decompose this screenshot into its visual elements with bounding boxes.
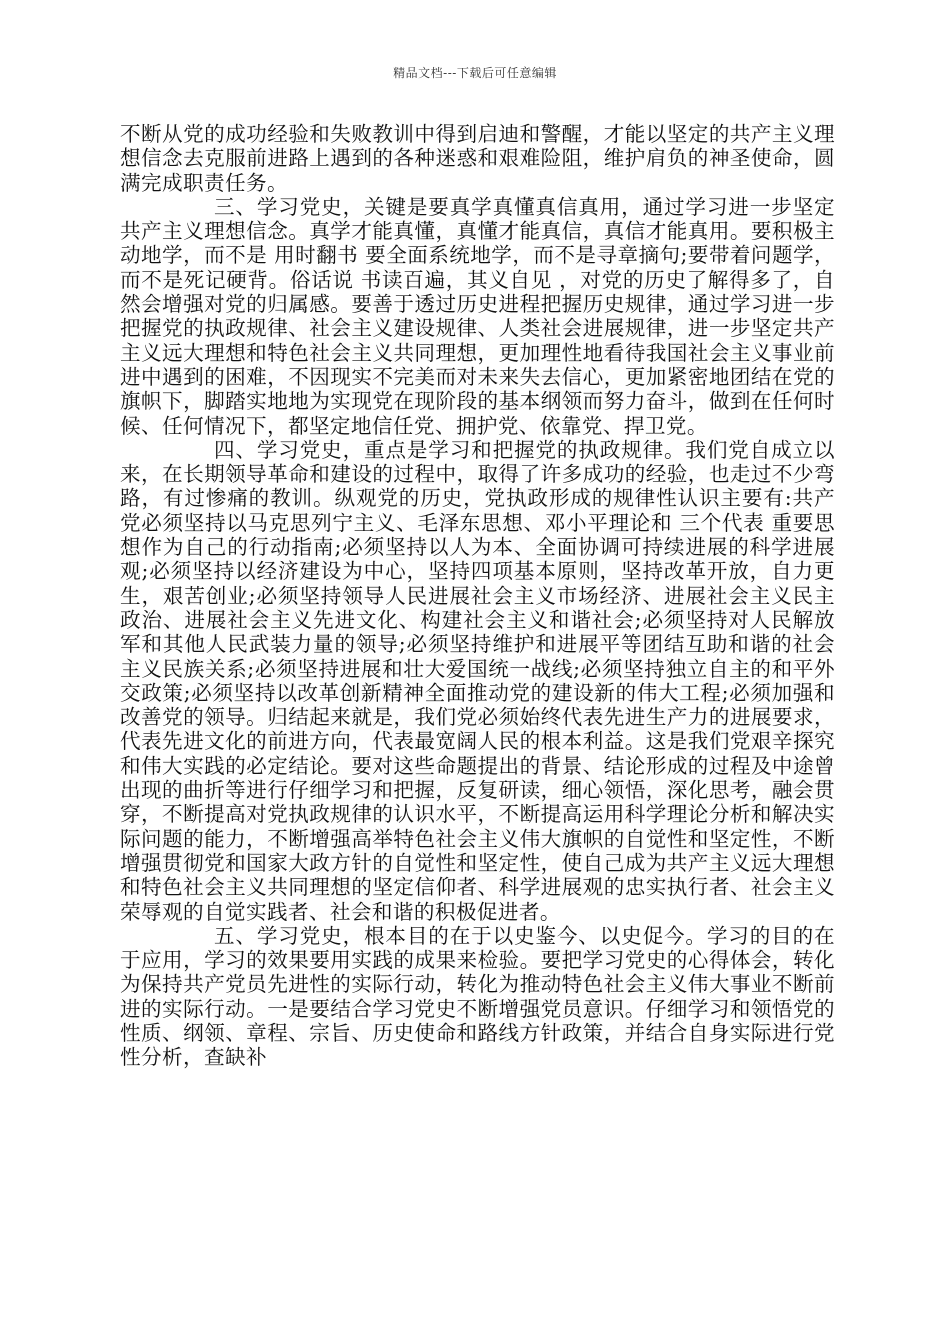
paragraph: 五、学习党史，根本目的在于以史鉴今、以史促今。学习的目的在于应用，学习的效果要用实践的成果来检验。要把学习党史的心得体会，转化为保持共产党员先进性的实际行动，转化为推动特色社会主义伟大事业不断前进的实际行动。一是要结合学习党史不断增强党员意识。仔细学习和领悟党的性质、纲领、章程、宗旨、历史使命和路线方针政策，并结合自身实际进行党性分析，查缺补 xyxy=(120,923,835,1070)
paragraph: 三、学习党史，关键是要真学真懂真信真用，通过学习进一步坚定共产主义理想信念。真学才能真懂，真懂才能真信，真信才能真用。要积极主动地学，而不是 用时翻书 要全面系统地学，而不是寻章摘句;要带着问题学，而不是死记硬背。俗话说 书读百遍，其义自见 ，对党的历史了解得多了，自然会增强对党的归属感。要善于透过历史进程把握历史规律，通过学习进一步把握党的执政规律、社会主义建设规律、人类社会进展规律，进一步坚定共产主义远大理想和特色社会主义共同理想，更加理性地看待我国社会主义事业前进中遇到的困难，不因现实不完美而对未来失去信心，更加紧密地团结在党的旗帜下，脚踏实地地为实现党在现阶段的基本纲领而努力奋斗，做到在任何时候、任何情况下，都坚定地信任党、拥护党、依靠党、捍卫党。 xyxy=(120,194,835,438)
document-body xyxy=(120,122,835,1070)
paragraph: 四、学习党史，重点是学习和把握党的执政规律。我们党自成立以来，在长期领导革命和建设的过程中，取得了许多成功的经验，也走过不少弯路，有过惨痛的教训。纵观党的历史，党执政形成的规律性认识主要有:共产党必须坚持以马克思列宁主义、毛泽东思想、邓小平理论和 三个代表 重要思想作为自己的行动指南;必须坚持以人为本、全面协调可持续进展的科学进展观;必须坚持以经济建设为中心，坚持四项基本原则，坚持改革开放，自力更生，艰苦创业;必须坚持领导人民进展社会主义市场经济、进展社会主义民主政治、进展社会主义先进文化、构建社会主义和谐社会;必须坚持对人民解放军和其他人民武装力量的领导;必须坚持维护和进展平等团结互助和谐的社会主义民族关系;必须坚持进展和壮大爱国统一战线;必须坚持独立自主的和平外交政策;必须坚持以改革创新精神全面推动党的建设新的伟大工程;必须加强和改善党的领导。归结起来就是，我们党必须始终代表先进生产力的进展要求，代表先进文化的前进方向，代表最宽阔人民的根本利益。这是我们党艰辛探究和伟大实践的必定结论。要对这些命题提出的背景、结论形成的过程及中途曾出现的曲折等进行仔细学习和把握，反复研读，细心领悟，深化思考，融会贯穿，不断提高对党执政规律的认识水平，不断提高运用科学理论分析和解决实际问题的能力，不断增强高举特色社会主义伟大旗帜的自觉性和坚定性，不断增强贯彻党和国家大政方针的自觉性和坚定性，使自己成为共产主义远大理想和特色社会主义共同理想的坚定信仰者、科学进展观的忠实执行者、社会主义荣辱观的自觉实践者、社会和谐的积极促进者。 xyxy=(120,437,835,924)
page-header: 精品文档---下载后可任意编辑 xyxy=(393,66,557,80)
paragraph: 不断从党的成功经验和失败教训中得到启迪和警醒，才能以坚定的共产主义理想信念去克服前进路上遇到的各种迷惑和艰难险阻，维护肩负的神圣使命，圆满完成职责任务。 xyxy=(120,122,835,195)
